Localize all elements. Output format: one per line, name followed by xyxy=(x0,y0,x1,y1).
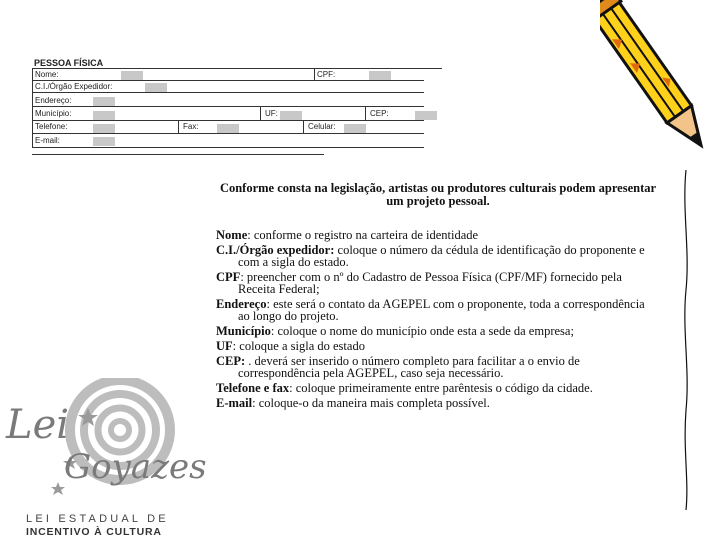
pencil-icon xyxy=(600,0,720,170)
field-endereco-label: Endereço: xyxy=(35,96,72,105)
field-municipio-label: Município: xyxy=(35,109,72,118)
field-email-input[interactable] xyxy=(93,137,115,146)
field-municipio-input[interactable] xyxy=(93,111,115,120)
scroll-line-decoration xyxy=(680,170,692,510)
instruction-item: Endereço: este será o contato da AGEPEL com o proponente, toda a correspondência ao longo do projeto. xyxy=(216,297,645,323)
spiral-emblem-icon xyxy=(0,378,220,513)
instruction-text: conforme o registro na carteira de identidade xyxy=(250,228,479,242)
instruction-term: Município xyxy=(216,324,271,338)
instruction-term: C.I./Órgão expedidor: xyxy=(216,243,335,257)
field-fax-input[interactable] xyxy=(217,124,239,133)
pessoa-fisica-form xyxy=(32,58,442,158)
instruction-term: CPF xyxy=(216,270,241,284)
instruction-text: coloque-o da maneira mais completa possível. xyxy=(255,396,490,410)
logo-tagline-2: INCENTIVO À CULTURA xyxy=(26,526,162,538)
instruction-term: Nome xyxy=(216,228,248,242)
field-instructions xyxy=(216,229,656,412)
form-title: PESSOA FÍSICA xyxy=(34,58,104,68)
instruction-item xyxy=(216,355,656,379)
instruction-item: CPF: preencher com o nº do Cadastro de Pessoa Física (CPF/MF) fornecido pela Receita Federal; xyxy=(216,270,622,296)
form-row xyxy=(32,133,424,148)
instruction-text: preencher com o nº do Cadastro de Pessoa Física (CPF/MF) fornecido pela Receita Federal; xyxy=(238,270,622,296)
field-ci-label: C.I./Órgão Expedidor: xyxy=(35,82,113,91)
field-nome-input[interactable] xyxy=(121,71,143,80)
field-uf-input[interactable] xyxy=(280,111,302,120)
instruction-text: coloque o número da cédula de identificação do proponente e com a sigla do estado. xyxy=(238,243,645,269)
field-nome-label: Nome: xyxy=(35,70,59,79)
field-cpf-input[interactable] xyxy=(369,71,391,80)
logo-tagline-1: LEI ESTADUAL DE xyxy=(26,513,169,525)
field-cpf-label: CPF: xyxy=(317,70,336,79)
instruction-text: coloque o nome do município onde esta a sede da empresa; xyxy=(274,324,574,338)
field-ci-input[interactable] xyxy=(145,83,167,92)
intro-text: Conforme consta na legislação, artistas ou produtores culturais podem apresentar um projeto pessoal. xyxy=(219,181,657,208)
instruction-item: Telefone e fax: coloque primeiramente entre parêntesis o código da cidade. xyxy=(216,381,593,395)
field-telefone-input[interactable] xyxy=(93,124,115,133)
instruction-item: Nome: conforme o registro na carteira de identidade xyxy=(216,228,479,242)
field-email-label: E-mail: xyxy=(35,136,60,145)
field-cep-input[interactable] xyxy=(415,111,437,120)
logo-word-goyazes: Goyazes xyxy=(64,447,207,487)
field-telefone-label: Telefone: xyxy=(35,122,68,131)
field-cep-label: CEP: xyxy=(370,109,389,118)
field-uf-label: UF: xyxy=(265,109,278,118)
field-endereco-input[interactable] xyxy=(93,97,115,106)
instruction-item: Município: coloque o nome do município onde esta a sede da empresa; xyxy=(216,324,574,338)
field-celular-label: Celular: xyxy=(308,122,336,131)
instruction-term: UF xyxy=(216,339,233,353)
field-celular-input[interactable] xyxy=(344,124,366,133)
instruction-text: . deverá ser inserido o número completo para facilitar a o envio de correspondência pela AGEPEL, caso seja necessário. xyxy=(238,354,580,380)
instruction-text: coloque a sigla do estado xyxy=(236,339,365,353)
instruction-term: E-mail xyxy=(216,396,253,410)
instruction-item: UF: coloque a sigla do estado xyxy=(216,339,365,353)
instruction-term: CEP: xyxy=(216,354,246,368)
field-fax-label: Fax: xyxy=(183,122,199,131)
instruction-item xyxy=(216,244,656,268)
instruction-text: coloque primeiramente entre parêntesis o código da cidade. xyxy=(292,381,593,395)
instruction-item: E-mail: coloque-o da maneira mais completa possível. xyxy=(216,396,490,410)
logo-word-lei: Lei xyxy=(6,402,70,448)
instruction-text: este será o contato da AGEPEL com o proponente, toda a correspondência ao longo do projeto. xyxy=(238,297,645,323)
instruction-term: Telefone e fax xyxy=(216,381,290,395)
instruction-term: Endereço xyxy=(216,297,267,311)
